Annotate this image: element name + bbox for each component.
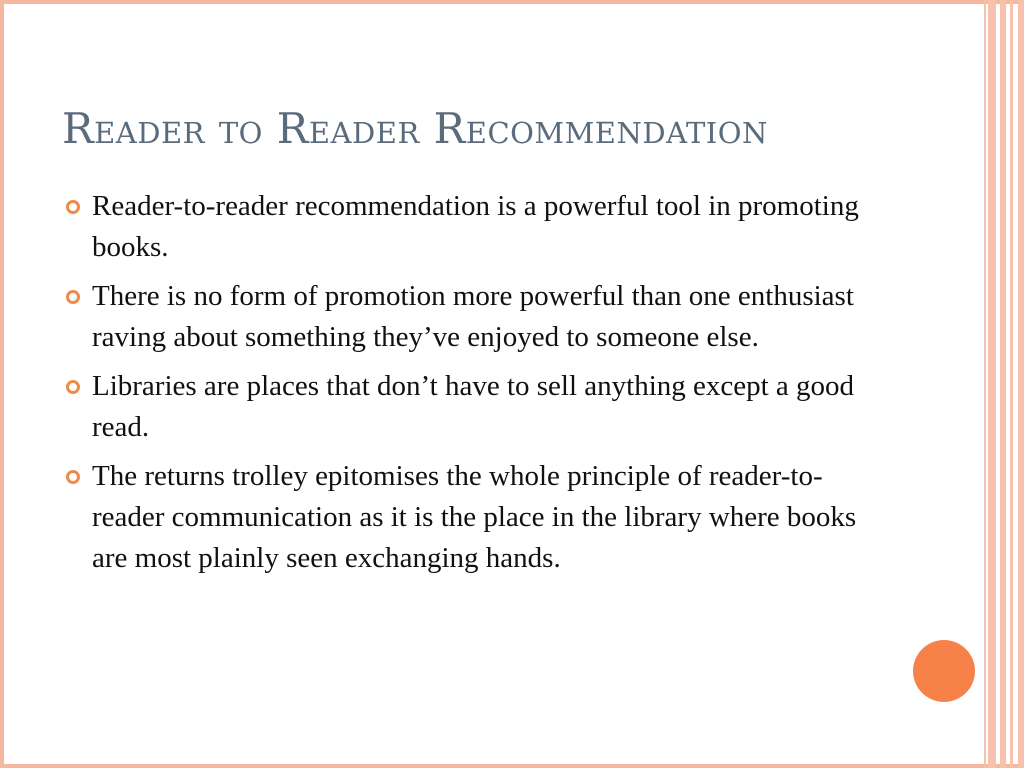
slide-left-border xyxy=(0,0,4,768)
decorative-stripes xyxy=(980,0,1024,768)
stripe xyxy=(1000,0,1006,768)
stripe xyxy=(1018,0,1024,768)
bullet-item xyxy=(62,186,882,268)
bullet-circle-icon xyxy=(66,200,80,214)
bullet-text: Libraries are places that don’t have to sell anything except a good read. xyxy=(92,370,855,443)
stripe xyxy=(984,0,986,768)
bullet-text: Reader-to-reader recommendation is a powerful tool in promoting books. xyxy=(92,190,859,263)
bullet-list xyxy=(62,186,882,587)
bullet-item xyxy=(62,456,882,579)
bullet-circle-icon xyxy=(66,290,80,304)
stripe xyxy=(988,0,996,768)
slide-title: Reader to Reader Recommendation xyxy=(62,104,768,153)
bullet-circle-icon xyxy=(66,380,80,394)
bullet-circle-icon xyxy=(66,470,80,484)
bullet-item xyxy=(62,366,882,448)
slide-bottom-border xyxy=(0,764,1024,768)
bullet-text: There is no form of promotion more powerful than one enthusiast raving about something they’ve enjoyed to someone else. xyxy=(92,280,854,353)
bullet-text: The returns trolley epitomises the whole principle of reader-to-reader communication as it is the place in the library where books are most plainly seen exchanging hands. xyxy=(92,460,857,574)
slide-top-border xyxy=(0,0,1024,4)
stripe xyxy=(1010,0,1013,768)
bullet-item xyxy=(62,276,882,358)
decorative-circle xyxy=(913,640,975,702)
